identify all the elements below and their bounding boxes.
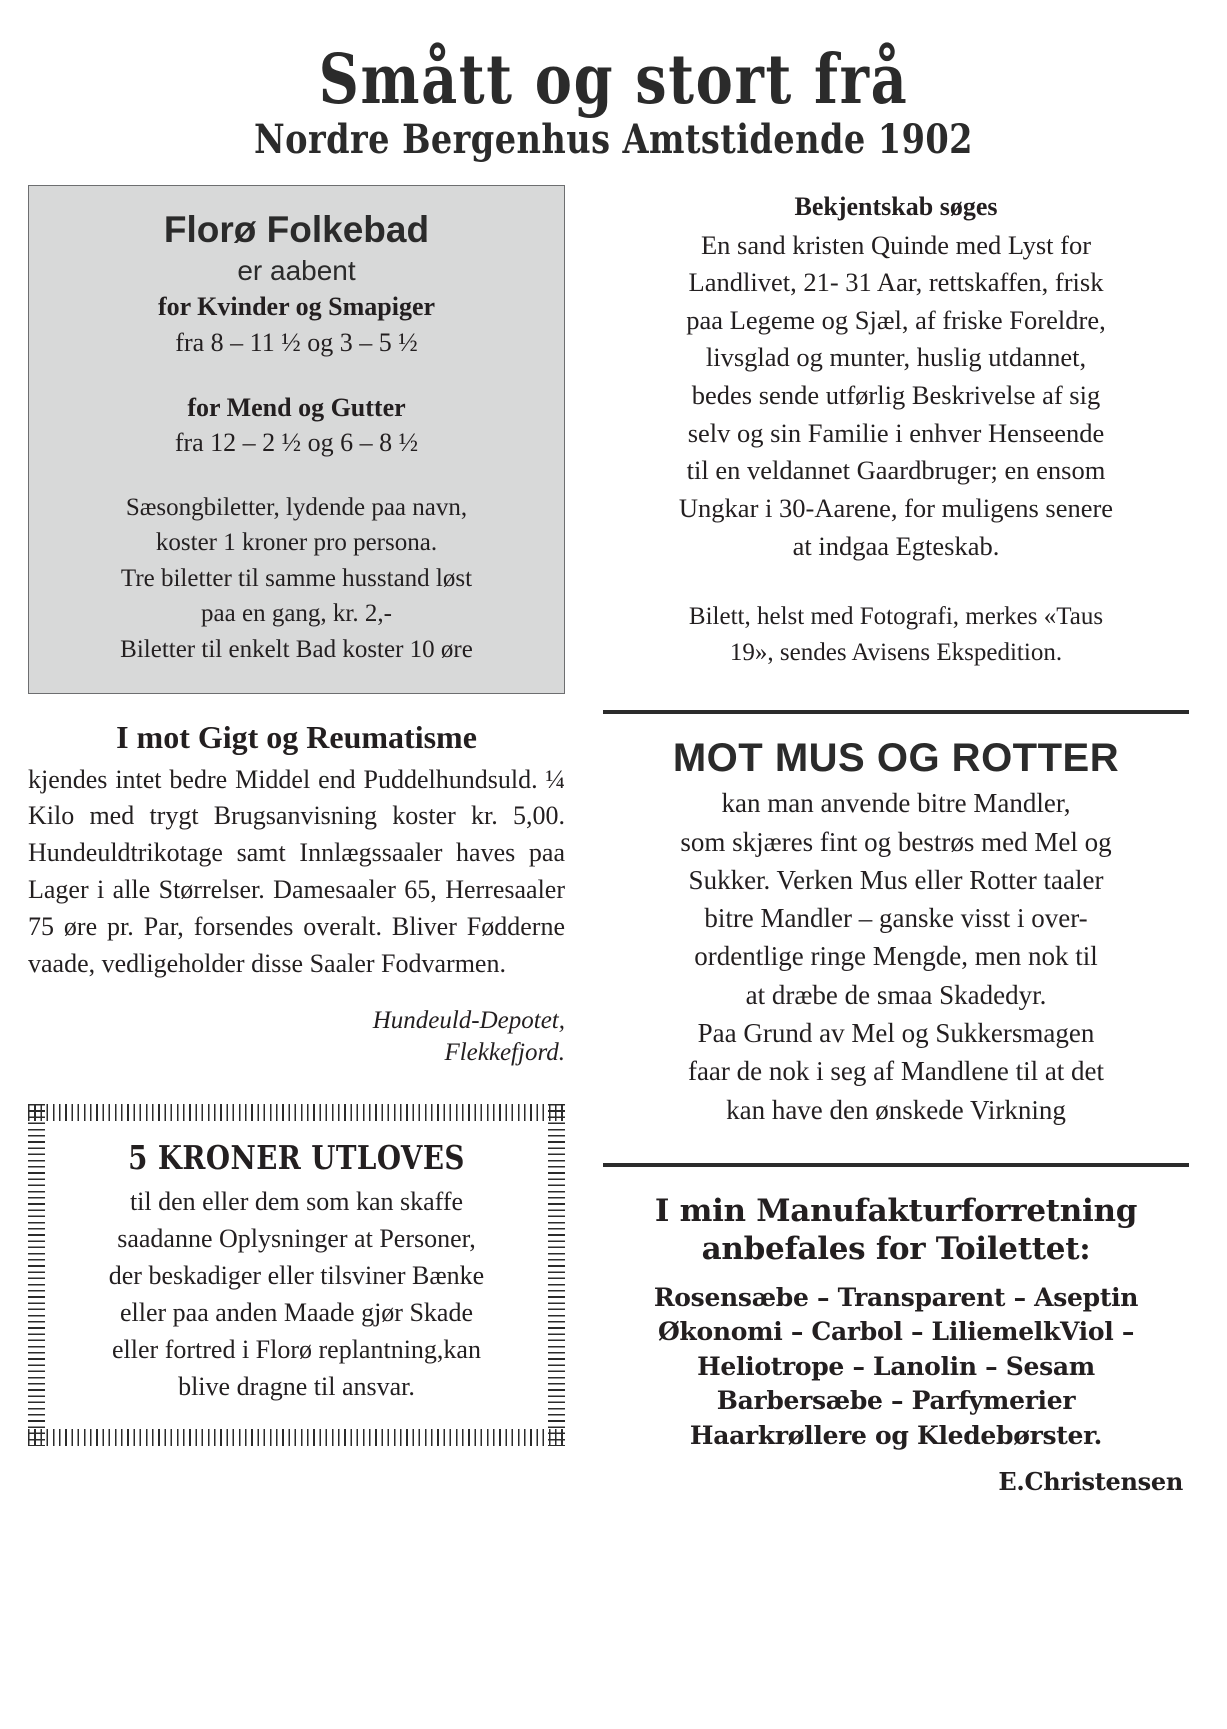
5-kroner-utloves-ad [28,1104,565,1446]
bekjentskab-line: Ungkar i 30-Aarene, for muligens senere [678,492,1114,523]
bekjentskab-contact-line: 19», sendes Avisens Ekspedition. [729,638,1063,666]
rotter-line: ordentlige ringe Mengde, men nok til [694,941,1098,972]
manufaktur-product-list [603,1281,1189,1454]
manufaktur-product-line: Heliotrope – Lanolin – Sesam [697,1351,1095,1381]
column-layout [0,185,1227,1496]
folkebad-terms [51,490,542,668]
rotter-line: Paa Grund av Mel og Sukkersmagen [697,1018,1095,1049]
bekjentskab-line: livsglad og munter, huslig utdannet, [705,342,1087,373]
rotter-line: kan man anvende bitre Mandler, [721,788,1071,819]
kroner-line: blive dragne til ansvar. [178,1371,415,1401]
hatched-border-left [28,1104,45,1446]
gigt-reumatisme-ad [28,720,565,1070]
folkebad-spacer-2 [51,460,542,490]
manufaktur-product-line: Økonomi – Carbol – LiliemelkViol – [657,1317,1135,1347]
manufaktur-heading-line: anbefales for Toilettet: [701,1230,1091,1267]
bekjentskab-body [603,227,1189,566]
gigt-signature-line: Hundeuld-Depotet, [372,1006,565,1034]
kroner-line: saadanne Oplysninger at Personer, [117,1224,476,1254]
kroner-line: til den eller dem som kan skaffe [129,1187,464,1217]
kroner-line: eller fortred i Florø replantning,kan [112,1334,481,1364]
gigt-signature-line: Flekkefjord. [444,1039,565,1067]
folkebad-women-hours: fra 8 – 11 ½ og 3 – 5 ½ [175,327,418,357]
page-subtitle: Nordre Bergenhus Amtstidende 1902 [254,116,973,164]
masthead [0,0,1227,164]
gigt-heading: I mot Gigt og Reumatisme [116,719,477,756]
folkebad-men-group: for Mend og Gutter [187,392,406,422]
gigt-signature [28,1005,565,1070]
bekjentskab-soeges-ad [603,185,1189,670]
gigt-body [28,762,565,983]
rotter-line: at dræbe de smaa Skadedyr. [745,979,1047,1010]
folkebad-women-group: for Kvinder og Smapiger [157,292,436,322]
right-column [603,185,1189,1496]
bekjentskab-line: at indgaa Egteskab. [792,530,1000,561]
mot-mus-og-rotter-ad [603,714,1189,1129]
left-column [28,185,565,1445]
kroner-line: eller paa anden Maade gjør Skade [119,1297,473,1327]
rotter-line: kan have den ønskede Virkning [726,1094,1066,1125]
bekjentskab-line: Landlivet, 21- 31 Aar, rettskaffen, frisk [688,267,1104,298]
rotter-body [603,784,1189,1129]
folkebad-spacer [51,360,542,390]
folkebad-term-line: Tre biletter til samme husstand løst [120,564,473,592]
manufaktur-product-line: Haarkrøllere og Kledebørster. [689,1420,1103,1450]
hatched-border-right [548,1104,565,1446]
page-title: Smått og stort frå [318,40,909,120]
rotter-line: faar de nok i seg af Mandlene til at det [687,1056,1105,1087]
bekjentskab-line: paa Legeme og Sjæl, af friske Foreldre, [686,304,1106,335]
bekjentskab-line: bedes sende utførlig Beskrivelse af sig [691,380,1101,411]
bekjentskab-contact [603,599,1189,670]
bekjentskab-contact-line: Bilett, helst med Fotografi, merkes «Taus [688,603,1104,631]
folkebad-term-line: Biletter til enkelt Bad koster 10 øre [120,635,473,663]
hatched-border-bottom [28,1429,565,1446]
folkebad-title: Florø Folkebad [163,209,430,251]
gigt-body-text: kjendes intet bedre Middel end Puddelhundsuld. ¼ Kilo med trygt Brugsanvisning koster kr. 5,00. Hundeuldtrikotage samt Innlægssaaler haves paa Lager i alle Størrelser. Damesaaler 65, Herresaaler 75 øre pr. Par, forsendes overalt. Bliver Fødderne vaade, vedligeholder disse Saaler Fodvarmen. [28,764,565,979]
bekjentskab-heading: Bekjentskab søges [794,192,998,222]
hatched-border-top [28,1104,565,1121]
bekjentskab-line: selv og sin Familie i enhver Henseende [687,417,1105,448]
rotter-line: bitre Mandler – ganske visst i over- [704,903,1088,934]
kroner-heading: 5 KRONER UTLOVES [128,1137,465,1177]
manufaktur-product-line: Rosensæbe – Transparent – Aseptin [653,1282,1139,1312]
manufaktur-product-line: Barbersæbe – Parfymerier [716,1386,1076,1416]
kroner-line: der beskadiger eller tilsviner Bænke [108,1261,485,1291]
folkebad-term-line: koster 1 kroner pro persona. [155,529,438,557]
rotter-heading: MOT MUS OG ROTTER [672,736,1120,781]
rotter-line: Sukker. Verken Mus eller Rotter taaler [688,864,1104,895]
bekjentskab-line: En sand kristen Quinde med Lyst for [700,229,1092,260]
manufaktur-signature: E.Christensen [998,1467,1183,1497]
folkebad-term-line: Sæsongbiletter, lydende paa navn, [125,493,468,521]
folkebad-term-line: paa en gang, kr. 2,- [201,600,392,628]
bekjentskab-line: til en veldannet Gaardbruger; en ensom [686,455,1106,486]
florø-folkebad-ad [28,185,565,694]
folkebad-open-label: er aabent [237,255,356,287]
folkebad-men-hours: fra 12 – 2 ½ og 6 – 8 ½ [174,428,419,458]
rotter-line: som skjæres fint og bestrøs med Mel og [680,826,1112,857]
kroner-content [50,1126,543,1424]
manufaktur-heading [603,1193,1189,1269]
manufakturforretning-ad [603,1167,1189,1496]
kroner-body [76,1184,517,1405]
manufaktur-heading-line: I min Manufakturforretning [654,1193,1138,1230]
